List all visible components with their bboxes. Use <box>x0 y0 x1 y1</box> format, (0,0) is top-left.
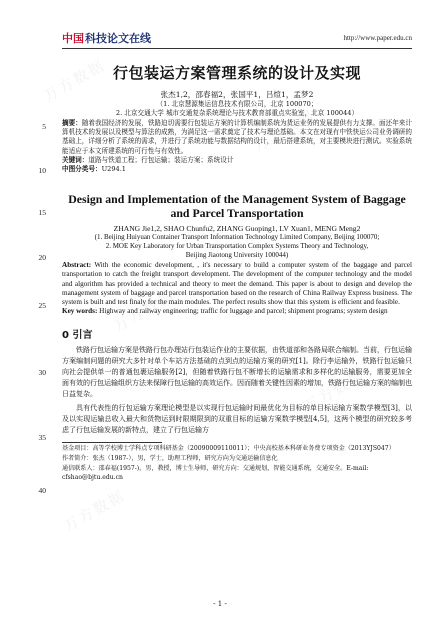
body-paragraph: 铁路行包运输方案是铁路行包办理站行包装运作业的主要依据，由铁道部和各路局联合编制。当前，行包运输方案编制问题的研究大多针对单个车站方法基础的点到点的运输方案的研究[1]。除行李运输外，铁路行包运输只向社会提供单一的普通包裹运输服务[2]，但随着铁路行包不断增长的运输需求和多样化的运输服务，需要更加全面有效的行包运输组织方法来保障行包运输的高效运作。因而随着关键性因素的增加，铁路行包运输方案的编制也日益复杂。 <box>62 346 412 398</box>
line-number: 5 <box>42 122 46 131</box>
watermark: 万方数据 <box>110 286 179 336</box>
body-paragraph: 具有代表性的行包运输方案理论模型是以实现行包运输时间最优化为目标的单目标运输方案数学模型[3]，以及以实现运输总收入最大和货物运到时限期限到的双重目标的运输方案数学模型[4,5]，这两个模型的研究较多考虑了行包运输发展的新特点，建立了行包运输方 <box>62 404 412 435</box>
site-logo[interactable] <box>62 30 151 46</box>
abstract-cn-text: 随着我国经济的发展，铁路迫切需要行包装运方案的计算机编制系统为货运业务的发展提供有力支撑。面还年来计算机技术的发展以及模型与算法的成熟，为满足这一需求奠定了技术与理论基础。本文在对现有中铁快运公司业务调研的基础上，详细分析了系统的需求，并进行了系统功能与数据结构的设计，最后搭建系统，对主要模块进行测试。实验系统能适应于本文所建系统的可行性与有效性。 <box>62 119 412 155</box>
footnote-correspondence: 通信联系人：邵春福(1957-)，男，教授，博士生导师，研究方向：交通规划，智能交通系统，交通安全。E-mail: cfshao@bjtu.edu.cn <box>62 465 369 481</box>
title-cn: 行包装运方案管理系统的设计及实现 <box>112 64 361 82</box>
authors-cn: 张杰1,2，邵春福2，张国平1，吕煊1，孟梦2 <box>160 90 314 99</box>
abstract-cn-label: 摘要： <box>62 119 82 127</box>
footnote-funding: 基金项目：高等学校博士学科点专项科研基金（20090009110011）；中央高校基本科研业务费专项资金（2013YJS047） <box>62 444 395 452</box>
line-number: 15 <box>38 208 46 217</box>
affiliation-cn-2: 2. 北京交通大学 城市交通复杂系统理论与技术教育部重点实验室，北京 100044） <box>115 109 359 117</box>
line-number: 30 <box>38 368 46 377</box>
abstract-en-label: Abstract: <box>62 261 92 270</box>
footnote-divider <box>62 442 162 443</box>
affiliation-en-2: 2. MOE Key Laboratory for Urban Transportation Complex Systems Theory and Technology, <box>105 242 369 251</box>
site-url-link[interactable]: http://www.paper.edu.cn <box>343 34 412 42</box>
watermark: 万方数据 <box>250 106 319 156</box>
footnote-author-bio: 作者简介：张杰（1987-），男，学士，助理工程师，研究方向为交通运输信息化 <box>62 455 278 463</box>
line-number: 20 <box>38 253 46 262</box>
abstract-cn <box>62 119 412 156</box>
paper-body <box>62 52 412 482</box>
affiliation-en-1: (1. Beijing Huiyuan Container Transport Information Technology Limited Company, Beijing 100070; <box>94 233 380 242</box>
line-number: 35 <box>38 433 46 442</box>
page-number: - 1 - <box>213 600 227 608</box>
logo-prefix: 中国 <box>62 32 84 45</box>
abstract-en-text: With the economic development, , it's necessary to build a computer system of the baggage and parcel transportation to catch the freight transport development. The development of the computer technology and the model and algorithm has provided a technical and theory to meet the demand. This paper is about to design and develop the management system of baggage and parcel transportation based on the research of China Railway Express business. The system is built and test finaly for the main modules. The perfect results show that this system is efficient and feasible. <box>62 261 412 307</box>
page-header <box>62 28 412 49</box>
abstract-en <box>62 261 412 307</box>
watermark: 万方数据 <box>300 366 369 416</box>
keywords-cn <box>62 156 412 165</box>
line-number: 25 <box>38 301 46 310</box>
section-heading-intro: 0 引言 <box>62 330 93 342</box>
keywords-en-text: Highway and railway engineering; traffic for luggage and parcel; shipment programs; system design <box>99 307 388 316</box>
line-number: 40 <box>38 486 46 495</box>
keywords-cn-text: 道路与铁道工程；行包运输；装运方案；系统设计 <box>88 155 234 164</box>
watermark: 万方数据 <box>40 56 109 106</box>
authors-en: ZHANG Jie1,2, SHAO Chunfu2, ZHANG Guoping1, LV Xuan1, MENG Meng2 <box>113 224 361 234</box>
line-number: 10 <box>38 166 46 175</box>
clc-number <box>62 165 412 174</box>
watermark: 万方数据 <box>60 486 129 536</box>
affiliation-en-3: Beijing Jiaotong University 100044) <box>185 251 289 260</box>
clc-label: 中图分类号： <box>62 165 102 174</box>
keywords-cn-label: 关键词： <box>62 155 89 164</box>
affiliation-cn-1: （1. 北京慧源集运信息技术有限公司，北京 100070； <box>156 100 318 108</box>
keywords-en-label: Key words: <box>62 307 98 316</box>
logo-main: 科技论文在线 <box>85 32 151 45</box>
title-en: Design and Implementation of the Management System of Baggage and Parcel Transportation <box>68 192 406 221</box>
clc-value: U294.1 <box>101 165 126 174</box>
keywords-en <box>62 307 412 316</box>
